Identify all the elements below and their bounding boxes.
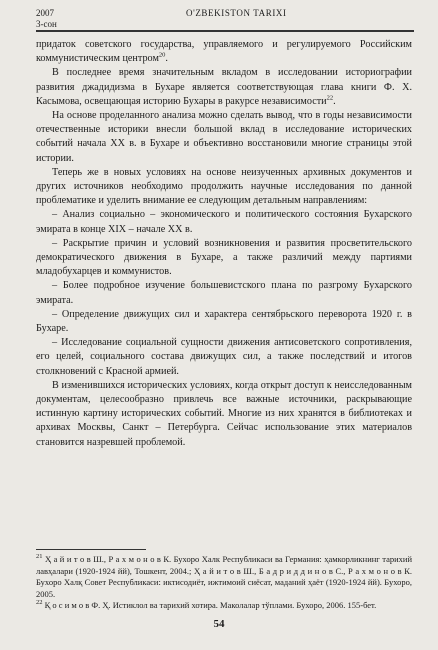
paragraph: придаток советского государства, управляемого и регулируемого Российским коммунистическим центром$^{20}$. xyxy=(36,39,412,65)
footnote xyxy=(36,600,412,612)
footnote-mark: 22 xyxy=(36,599,43,607)
footnote-mark: 21 xyxy=(36,553,43,561)
footnotes xyxy=(36,554,412,612)
footnote xyxy=(36,554,412,600)
list-item: – Раскрытие причин и условий возникновения и развития просветительского демократического движения в Бухаре, а также различий между партиями младобухарцев и коммунистов. xyxy=(36,237,412,278)
paragraph: В последнее время значительным вкладом в исследовании историографии развития джадидизма в Бухаре является соответствующая глава книги Ф. Х. Касымова, освещающая историю Бухары в ракурсе независимости$^{22}$. xyxy=(36,67,412,107)
header-rule xyxy=(36,30,414,32)
footnote-ref: 22 xyxy=(326,94,334,102)
header-issue: 3-сон xyxy=(36,19,57,29)
list-item: – Анализ социально – экономического и политического состояния Бухарского эмирата в конце XIX – начале XX в. xyxy=(36,209,412,235)
footnote-ref: 20 xyxy=(158,51,166,59)
paragraph: В изменившихся исторических условиях, когда открыт доступ к неисследованным документам, целесообразно привлечь все важные источники, раскрывающие истинную картину исторических событий. Многие из них хранятся в библиотеках и архивах Москвы, Санкт – Петербурга. Сейчас использование этих материалов становится назревшей проблемой. xyxy=(36,379,412,448)
list-item: – Определение движущих сил и характера сентябрьского переворота 1920 г. в Бухаре. xyxy=(36,308,412,335)
paragraph: На основе проделанного анализа можно сделать вывод, что в годы независимости отечественные историки внесли большой вклад в исследование исторических событий начала XX в. в Бухаре и объективно восстановили многие страницы этой истории. xyxy=(36,110,412,164)
page-number: 54 xyxy=(213,618,225,630)
header-year: 2007 xyxy=(36,8,54,18)
header-journal-title: O'ZBEKISTON TARIXI xyxy=(186,8,287,18)
footnote-text: Қ о с и м о в Ф. Ҳ. Истиклол ва тарихий хотира. Маколалар тўплами. Бухоро, 2006. 155-бет. xyxy=(44,600,377,610)
running-header xyxy=(36,8,408,32)
list-item: – Исследование социальной сущности движения антисоветского сопротивления, его целей, социального состава движущих сил, а также последствий и итогов столкновений с Красной армией. xyxy=(36,337,412,377)
footnote-rule xyxy=(36,549,146,550)
list-item: – Более подробное изучение большевистского плана по разгрому Бухарского эмирата. xyxy=(36,280,412,306)
footnote-text: Ҳ а й и т о в Ш., Р а х м о н о в К. Бухоро Халк Республикаси ва Германия: ҳамкорликнинг тарихий лавҳалари (1920-1924 йй), Тошкент, 2004.; Ҳ а й и т о в Ш., Б а д р и д д и н о в С., Р а х м о н о в К. Бухоро Халқ Совет Республикаси: иктисодиёт, ижтимоий сиёсат, маданий ҳаёт (1920-1924 йй). Бухоро, 2005. xyxy=(36,554,412,599)
main-text xyxy=(36,38,412,450)
paragraph: Теперь же в новых условиях на основе неизученных архивных документов и других источников необходимо продолжить научные исследования по данной проблематике и уделить внимание ее следующим детальным направлениям: xyxy=(36,166,412,207)
